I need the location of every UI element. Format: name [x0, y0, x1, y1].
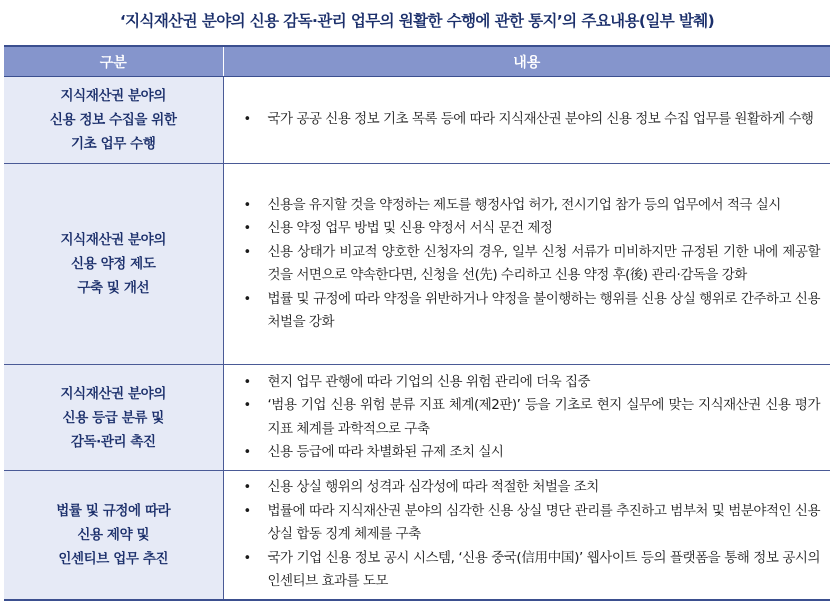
document-title: ‘지식재산권 분야의 신용 감독·관리 업무의 원활한 수행에 관한 통지’의 주요내용(일부 발췌) — [119, 12, 715, 30]
category-line: 인센티브 업무 추진 — [58, 550, 169, 567]
list-item: • 신용을 유지할 것을 약정하는 제도를 행정사업 허가, 전시기업 참가 등의 업무에서 적극 실시 — [243, 196, 781, 213]
list-item: • 국가 공공 신용 정보 기초 목록 등에 따라 지식재산권 분야의 신용 정보 수집 업무를 원활하게 수행 — [243, 111, 814, 128]
item-text: 국가 공공 신용 정보 기초 목록 등에 따라 지식재산권 분야의 신용 정보 수집 업무를 원활하게 수행 — [267, 111, 814, 128]
item-text: 신용 상실 행위의 성격과 심각성에 따라 적절한 처벌을 조치 — [267, 479, 599, 495]
item-text: 신용 등급에 따라 차별화된 규제 조치 실시 — [267, 444, 504, 460]
list-item: • 법률 및 규정에 따라 약정을 위반하거나 약정을 불이행하는 행위를 신용 상실 행위로 간주하고 신용 처벌을 강화 — [243, 290, 820, 330]
item-text: 현지 업무 관행에 따라 기업의 신용 위험 관리에 더욱 집중 — [267, 373, 591, 390]
row-category — [4, 365, 223, 471]
item-text: 국가 기업 신용 정보 공시 시스템, ‘신용 중국(信用中国)’ 웹사이트 등의 플랫폼을 통해 정보 공시의 인센티브 효과를 도모 — [267, 549, 820, 589]
row-content — [223, 471, 830, 600]
row-content — [223, 164, 830, 365]
list-item: • 국가 기업 신용 정보 공시 시스템, ‘신용 중국(信用中国)’ 웹사이트 등의 플랫폼을 통해 정보 공시의 인센티브 효과를 도모 — [243, 549, 820, 589]
header-content: 내용 — [223, 46, 830, 77]
category-line: 신용 약정 제도 — [71, 256, 156, 272]
table-row — [4, 164, 830, 365]
row-category — [4, 471, 223, 600]
category-line: 법률 및 규정에 따라 — [56, 502, 171, 519]
item-text: 신용 상태가 비교적 양호한 신청자의 경우, 일부 신청 서류가 미비하지만 규정된 기한 내에 제공할 것을 서면으로 약속한다면, 신청을 선(先) 수리하고 신용 약정 후(後) 관리·감독을 강화 — [267, 243, 820, 283]
category-line: 신용 등급 분류 및 — [62, 409, 164, 426]
item-text: 법률 및 규정에 따라 약정을 위반하거나 약정을 불이행하는 행위를 신용 상실 행위로 간주하고 신용 처벌을 강화 — [267, 290, 820, 330]
row-category — [4, 164, 223, 365]
row-content — [223, 77, 830, 164]
list-item: • 신용 상태가 비교적 양호한 신청자의 경우, 일부 신청 서류가 미비하지만 규정된 기한 내에 제공할 것을 서면으로 약속한다면, 신청을 선(先) 수리하고 신용 약정 후(後) 관리·감독을 강화 — [243, 243, 820, 283]
category-line: 지식재산권 분야의 — [60, 232, 166, 248]
list-item: • 현지 업무 관행에 따라 기업의 신용 위험 관리에 더욱 집중 — [243, 373, 591, 390]
list-item: • 신용 등급에 따라 차별화된 규제 조치 실시 — [243, 444, 504, 460]
row-content — [223, 365, 830, 471]
list-item: • 신용 약정 업무 방법 및 신용 약정서 서식 문건 제정 — [243, 220, 553, 236]
row-category — [4, 77, 223, 164]
category-line: 신용 제약 및 — [77, 526, 150, 543]
item-text: ‘범용 기업 신용 위험 분류 지표 체계(제2판)’ 등을 기초로 현지 실무에 맞는 지식재산권 신용 평가 지표 체계를 과학적으로 구축 — [267, 397, 820, 437]
header-category: 구분 — [4, 46, 223, 77]
category-line: 감독·관리 촉진 — [70, 433, 156, 450]
category-line: 기초 업무 수행 — [71, 136, 156, 152]
category-line: 신용 정보 수집을 위한 — [49, 112, 177, 128]
table-row — [4, 77, 830, 164]
category-line: 구축 및 개선 — [77, 280, 150, 296]
table-row — [4, 471, 830, 600]
list-item: • 법률에 따라 지식재산권 분야의 심각한 신용 상실 명단 관리를 추진하고 범부처 및 범분야적인 신용 상실 합동 징계 체제를 구축 — [243, 502, 820, 542]
table-header-row — [4, 46, 830, 77]
item-text: 신용을 유지할 것을 약정하는 제도를 행정사업 허가, 전시기업 참가 등의 업무에서 적극 실시 — [267, 196, 781, 213]
list-item: • 신용 상실 행위의 성격과 심각성에 따라 적절한 처벌을 조치 — [243, 479, 599, 495]
category-line: 지식재산권 분야의 — [60, 385, 166, 402]
item-text: 신용 약정 업무 방법 및 신용 약정서 서식 문건 제정 — [267, 220, 553, 236]
summary-table — [4, 45, 830, 601]
item-text: 법률에 따라 지식재산권 분야의 심각한 신용 상실 명단 관리를 추진하고 범부처 및 범분야적인 신용 상실 합동 징계 체제를 구축 — [267, 502, 820, 542]
table-row — [4, 365, 830, 471]
category-line: 지식재산권 분야의 — [60, 88, 166, 104]
list-item: • ‘범용 기업 신용 위험 분류 지표 체계(제2판)’ 등을 기초로 현지 실무에 맞는 지식재산권 신용 평가 지표 체계를 과학적으로 구축 — [243, 397, 820, 437]
